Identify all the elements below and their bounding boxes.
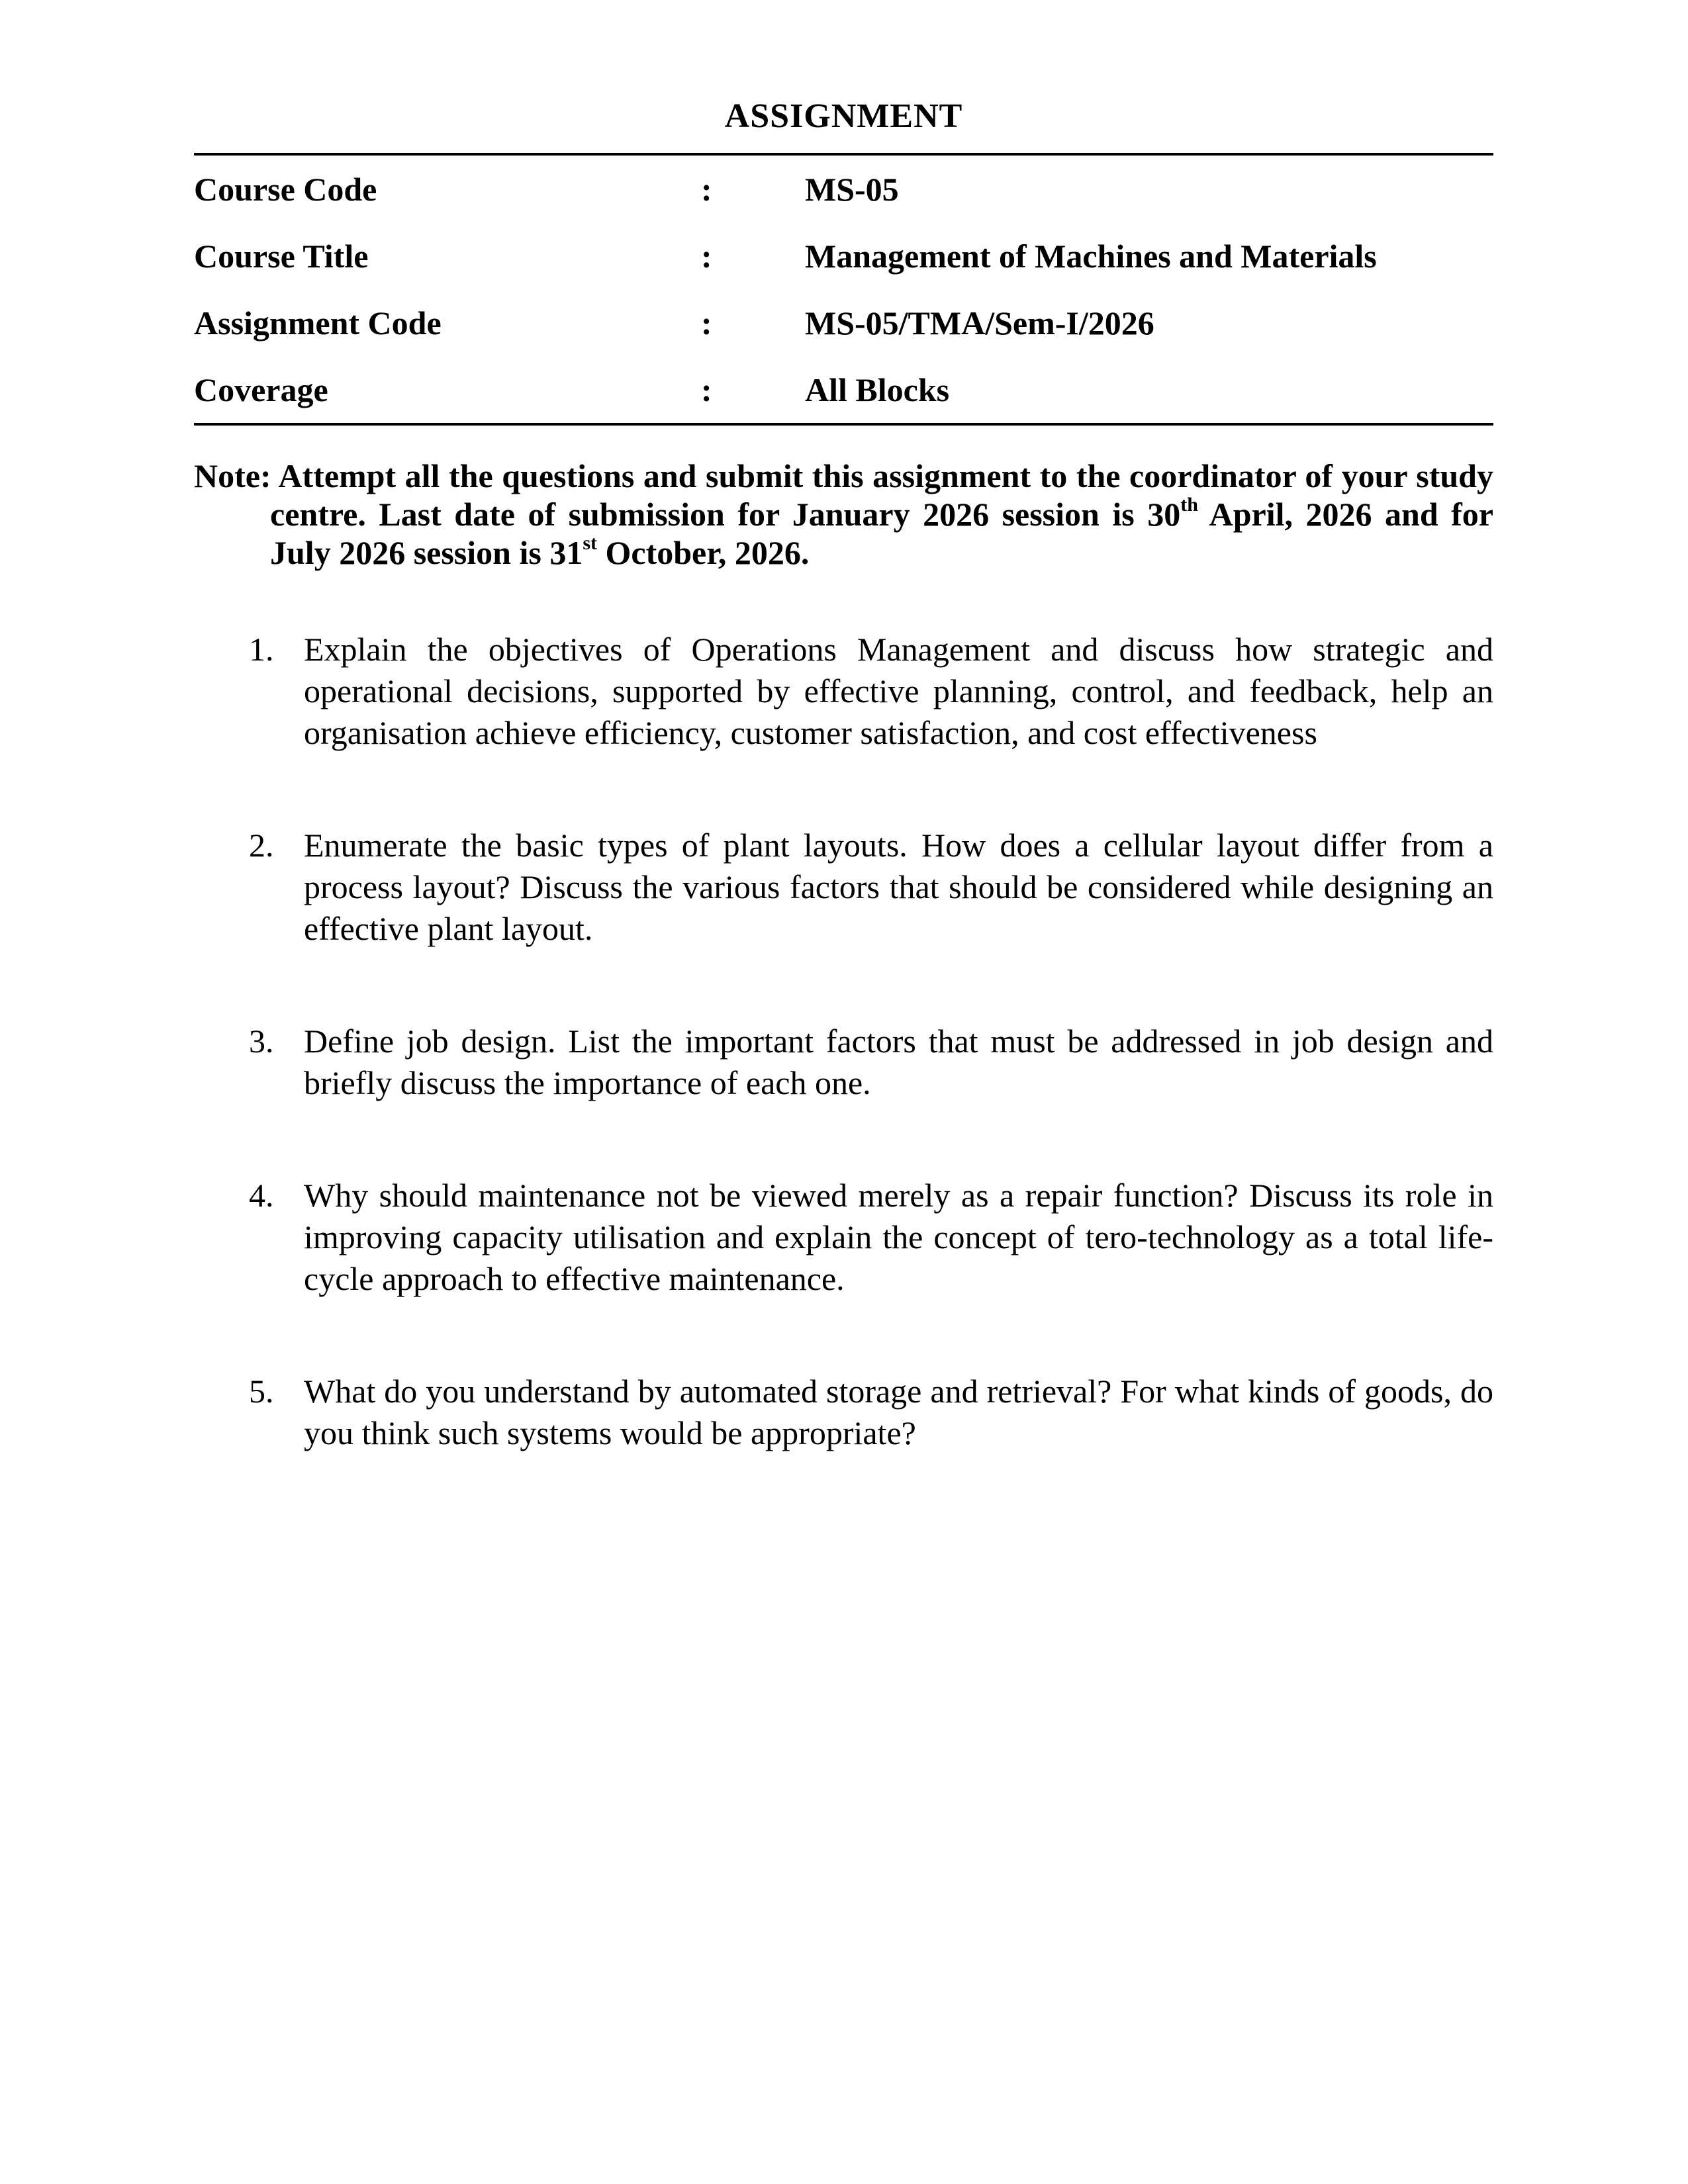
question-text: Define job design. List the important factors that must be addressed in job design and briefly discuss the importance of each one. [304,1023,1493,1101]
question-number: 5. [249,1373,274,1410]
ordinal-superscript: st [583,532,597,554]
row-value: Management of Machines and Materials [805,237,1377,275]
question-item-1 [194,629,1493,754]
row-label: Course Title [194,237,369,275]
row-colon: : [701,304,712,341]
question-text: Why should maintenance not be viewed merely as a repair function? Discuss its role in improving capacity utilisation and explain the concept of tero-technology as a total life-cycle approach to effective maintenance. [304,1177,1493,1297]
question-number: 3. [249,1023,274,1060]
question-number: 4. [249,1177,274,1214]
row-label: Coverage [194,371,328,408]
header-bottom-rule [194,423,1493,426]
note-text: October, 2026. [597,534,810,571]
question-item-2 [194,825,1493,950]
course-info-table [194,156,1493,423]
row-label: Assignment Code [194,304,442,341]
question-text: What do you understand by automated storage and retrieval? For what kinds of goods, do you think such systems would be appropriate? [304,1373,1493,1451]
row-value: MS-05 [805,170,899,208]
table-row [194,371,1493,409]
question-number: 1. [249,631,274,668]
note-label: Note: [194,457,271,494]
question-item-3 [194,1021,1493,1104]
table-row [194,170,1493,208]
page-content [194,0,1493,1525]
row-value: All Blocks [805,371,950,408]
table-row [194,237,1493,275]
question-text: Enumerate the basic types of plant layouts. How does a cellular layout differ from a process layout? Discuss the various factors that should be considered while designing an effective plant layout. [304,827,1493,947]
page-title: ASSIGNMENT [724,97,963,135]
note-text: Attempt all the questions and submit this assignment to the coordinator of your study centre. Last date of submission for January 2026 session is 30 [270,457,1493,533]
question-list [194,629,1493,1454]
row-colon: : [701,371,712,408]
question-item-4 [194,1175,1493,1300]
row-label: Course Code [194,170,377,208]
question-item-5 [194,1371,1493,1454]
table-row [194,304,1493,342]
row-colon: : [701,170,712,208]
question-text: Explain the objectives of Operations Management and discuss how strategic and operational decisions, supported by effective planning, control, and feedback, help an organisation achieve efficiency, customer satisfaction, and cost effectiveness [304,631,1493,751]
row-colon: : [701,237,712,275]
question-number: 2. [249,827,274,864]
ordinal-superscript: th [1180,494,1198,516]
note-text: April, 2026 and for July 2026 session is 31 [270,496,1493,571]
row-value: MS-05/TMA/Sem-I/2026 [805,304,1154,341]
note-paragraph [194,457,1493,572]
